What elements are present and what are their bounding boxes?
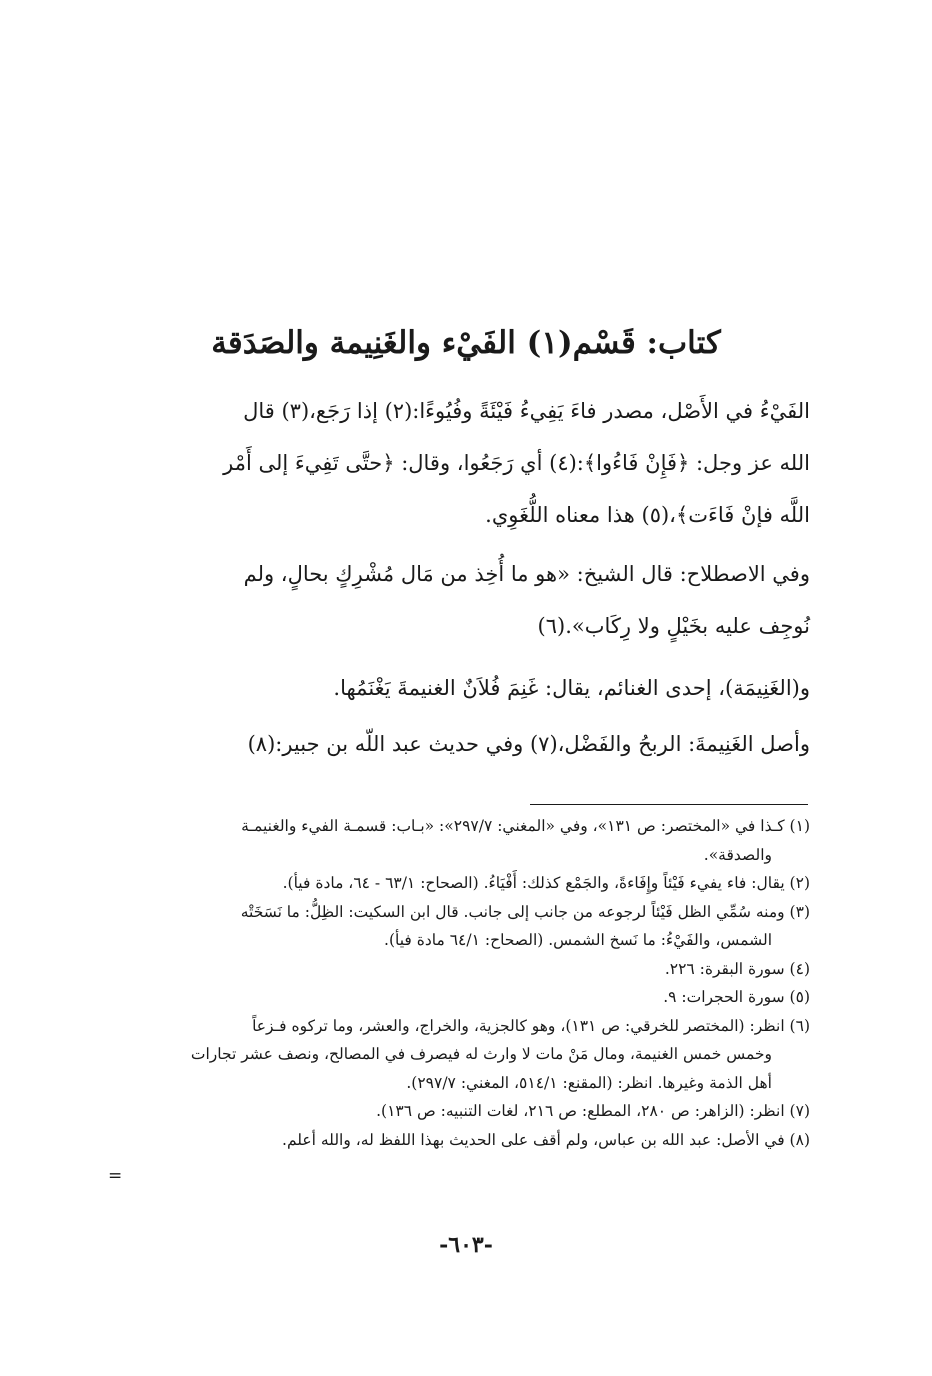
footnote-8: [118, 1126, 810, 1155]
text-line: الله عز وجل: ﴿فَإِنْ فَاءُوا﴾:(٤) أي رَجَعُوا، وقال: ﴿حتَّى تَفِيءَ إلى أَمْر: [223, 451, 810, 475]
footnotes: [118, 812, 810, 1154]
footnote-3: [118, 898, 810, 955]
footnote-line: (٣) ومنه سُمِّي الظل فَيْئاً لرجوعه من جانب إلى جانب. قال ابن السكيت: الظِلُّ: ما نَسَخَتْه: [240, 902, 810, 921]
footnote-line: (٥) سورة الحجرات: ٩.: [663, 988, 810, 1006]
footnote-5: [118, 983, 810, 1012]
footnote-line: (١) كـذا في «المختصر: ص ١٣١»، وفي «المغني: ٢٩٧/٧»: «بـاب: قسمـة الفيء والغنيمـة: [241, 817, 810, 835]
footnote-7: [118, 1097, 810, 1126]
footnote-separator: [530, 804, 808, 805]
footnote-4: [118, 955, 810, 984]
footnote-line: والصدقة».: [703, 845, 772, 864]
continuation-mark: =: [108, 1166, 123, 1186]
footnote-1: [118, 812, 810, 869]
text-line: الفَيْءُ في الأَصْل، مصدر فاءَ يَفِيءُ فَيْئَةً وفُيُوءًا:(٢) إذا رَجَع،(٣) قال: [243, 399, 810, 423]
footnote-line: (٤) سورة البقرة: ٢٢٦.: [664, 959, 810, 978]
paragraph-ghanima: [122, 662, 810, 714]
text-line: اللَّه فإنْ فَاءَت﴾،(٥) هذا معناه اللُّغَوِي.: [485, 503, 810, 527]
text-line: نُوجِف عليه بخَيْلٍ ولا رِكَاب».(٦): [537, 614, 810, 638]
page-number: -٦٠٣-: [439, 1232, 493, 1258]
paragraph-ghanima-origin: [122, 718, 810, 770]
footnote-6: [118, 1012, 810, 1098]
footnote-line: الشمس، والفَيْءُ: ما نَسخ الشمس. (الصحاح: ٦٤/١ مادة فيأ).: [384, 931, 772, 949]
footnote-line: (٦) انظر: (المختصر للخرقي: ص ١٣١)، وهو كالجزية، والخراج، والعشر، وما تركوه فـزعاً: [252, 1016, 810, 1035]
footnote-2: [118, 869, 810, 898]
footnote-line: (٧) انظر: (الزاهر: ص ٢٨٠، المطلع: ص ٢١٦، لغات التنبيه: ص ١٣٦).: [376, 1102, 810, 1120]
footnote-line: وخمس خمس الغنيمة، ومال مَنْ مات لا وارث له فيصرف في المصالح، ونصف عشر تجارات: [190, 1045, 772, 1063]
text-line: وأصل الغَنِيمةَ: الربحُ والفَضْل،(٧) وفي حديث عبد اللّه بن جبير:(٨): [247, 732, 810, 756]
footnote-line: (٢) يقال: فاء يفيء فَيْئاً وإِفَاءةً، والجَمْع كذلك: أَفْيَاءُ. (الصحاح: ٦٣/١ - ٦٤، مادة فيأ).: [282, 874, 810, 892]
footnote-line: أهل الذمة وغيرها. انظر: (المقنع: ٥١٤/١، المغني: ٢٩٧/٧).: [406, 1073, 772, 1092]
chapter-title: كتاب: قَسْم(١) الفَيْء والغَنِيمة والصَدَقة: [211, 325, 721, 361]
text-line: و(الغَنِيمَة)، إحدى الغنائم، يقال: غَنِمَ فُلاَنٌ الغنيمةَ يَغْنَمُها.: [333, 676, 810, 700]
paragraph-terminology: [122, 548, 810, 652]
paragraph-fay-definition: [122, 385, 810, 541]
text-line: وفي الاصطلاح: قال الشيخ: «هو ما أُخِذ من مَال مُشْرِكٍ بحالٍ، ولم: [243, 562, 810, 586]
footnote-line: (٨) في الأصل: عبد الله بن عباس، ولم أقف على الحديث بهذا اللفظ له، والله أعلم.: [282, 1130, 810, 1149]
